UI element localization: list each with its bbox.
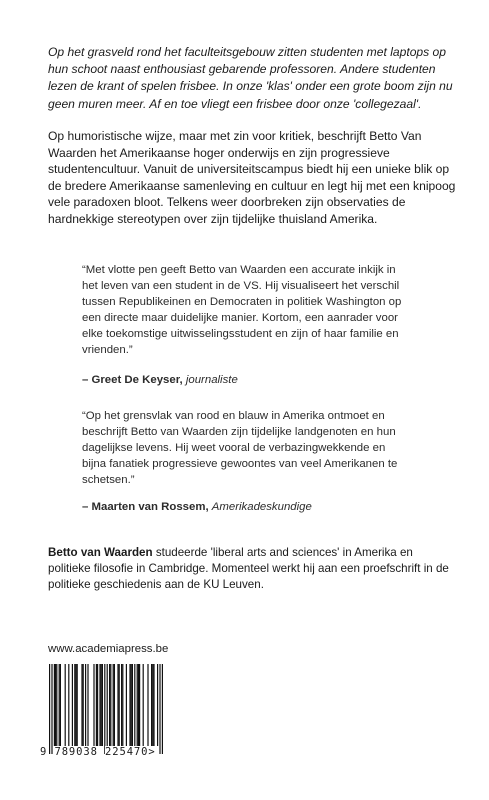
barcode-bar — [110, 664, 111, 746]
barcode-bar — [162, 664, 163, 754]
barcode-bar — [104, 664, 105, 754]
barcode-bar — [151, 664, 152, 746]
barcode-bar — [126, 664, 127, 746]
review-author-2: – Maarten van Rossem, — [82, 501, 209, 513]
barcode-bar — [96, 664, 97, 746]
barcode-bar — [143, 664, 144, 746]
barcode-bar — [56, 664, 57, 746]
review-quote-1: “Met vlotte pen geeft Betto van Waarden een accurate inkijk in het leven van een student in de VS. Hij visualiseert het verschil tussen Republikeinen en Democraten in politiek Washington op een directe maar duidelijke manier. Kortom, een aanrader voor elke toekomstige uitwisselingsstudent en zijn of haar familie en vrienden.” — [82, 264, 402, 356]
barcode-bar — [113, 664, 114, 746]
barcode-bar — [119, 664, 120, 746]
barcode-bar — [75, 664, 76, 746]
barcode-bar — [117, 664, 118, 746]
barcode-bars — [40, 664, 172, 756]
isbn-barcode — [40, 664, 172, 766]
barcode-bar — [109, 664, 110, 746]
barcode-bar — [74, 664, 75, 746]
barcode-bar — [97, 664, 98, 746]
barcode-number — [40, 746, 172, 766]
barcode-bar — [101, 664, 102, 746]
review-role-2: Amerikadeskundige — [211, 501, 312, 513]
barcode-bar — [99, 664, 100, 746]
description-paragraph: Op humoristische wijze, maar met zin voor kritiek, beschrijft Betto Van Waarden het Amerikaanse hoger onderwijs en zijn progressieve studentencultuur. Vanuit de universiteitscampus biedt hij een unieke blik op de bredere Amerikaanse samenleving en cultuur en legt hij met een knipoog vele paradoxen bloot. Telkens weer doorbreken zijn observaties de hardnekkige stereotypen over zijn tijdelijke thuisland Amerika. — [48, 129, 456, 226]
barcode-bar — [122, 664, 123, 746]
author-bio — [48, 545, 458, 593]
barcode-bar — [121, 664, 122, 746]
barcode-bar — [102, 664, 103, 746]
barcode-bar — [129, 664, 130, 746]
barcode-bar — [87, 664, 88, 746]
barcode-left-group: 789038 — [54, 746, 98, 758]
barcode-bar — [152, 664, 153, 746]
review-quote-2: “Op het grensvlak van rood en blauw in Amerika ontmoet en beschrijft Betto van Waarden zijn tijdelijke landgenoten en hun dagelijkse levens. Hij weet vooral de verbazingwekkende en bijna fanatiek progressieve gewoontes van veel Amerikanen te schetsen.” — [82, 410, 398, 486]
barcode-bar — [85, 664, 86, 746]
barcode-bar — [72, 664, 73, 746]
barcode-bar — [60, 664, 61, 746]
barcode-bar — [68, 664, 69, 746]
barcode-bar — [139, 664, 140, 746]
barcode-bar — [153, 664, 154, 746]
barcode-bar — [107, 664, 108, 754]
barcode-bar — [83, 664, 84, 746]
barcode-bar — [55, 664, 56, 746]
barcode-bar — [138, 664, 139, 746]
barcode-right-group: 225470 — [105, 746, 149, 758]
barcode-bar — [147, 664, 148, 746]
barcode-bar — [134, 664, 135, 746]
barcode-end-mark: > — [148, 746, 156, 758]
barcode-bar — [51, 664, 52, 754]
intro-paragraph: Op het grasveld rond het faculteitsgebouw zitten studenten met laptops op hun schoot naast enthousiast gebarende professoren. Andere studenten lezen de krant of spelen frisbee. In onze 'klas' onder een grote boom zijn nu geen muren meer. Af en toe vliegt een frisbee door onze 'collegezaal'. — [48, 45, 453, 111]
author-bio-text: studeerde 'liberal arts and sciences' in Amerika en politieke filosofie in Cambridge. Momenteel werkt hij aan een proefschrift in de politieke geschiedenis aan de KU Leuven. — [48, 546, 449, 591]
barcode-first-digit: 9 — [40, 746, 48, 758]
review-author-1: – Greet De Keyser, — [82, 374, 183, 386]
publisher-website[interactable]: www.academiapress.be — [48, 643, 169, 655]
barcode-bar — [157, 664, 158, 746]
barcode-bar — [132, 664, 133, 746]
review-role-1: journaliste — [185, 374, 238, 386]
barcode-bar — [81, 664, 82, 746]
barcode-bar — [59, 664, 60, 746]
barcode-bar — [131, 664, 132, 746]
barcode-bar — [137, 664, 138, 746]
barcode-bar — [114, 664, 115, 746]
review-attribution-1 — [82, 374, 238, 386]
review-attribution-2 — [82, 501, 312, 513]
barcode-bar — [77, 664, 78, 746]
barcode-bar — [49, 664, 50, 754]
barcode-bar — [65, 664, 66, 746]
barcode-bar — [159, 664, 160, 754]
barcode-bar — [93, 664, 94, 746]
barcode-bar — [54, 664, 55, 746]
author-name: Betto van Waarden — [48, 546, 153, 559]
